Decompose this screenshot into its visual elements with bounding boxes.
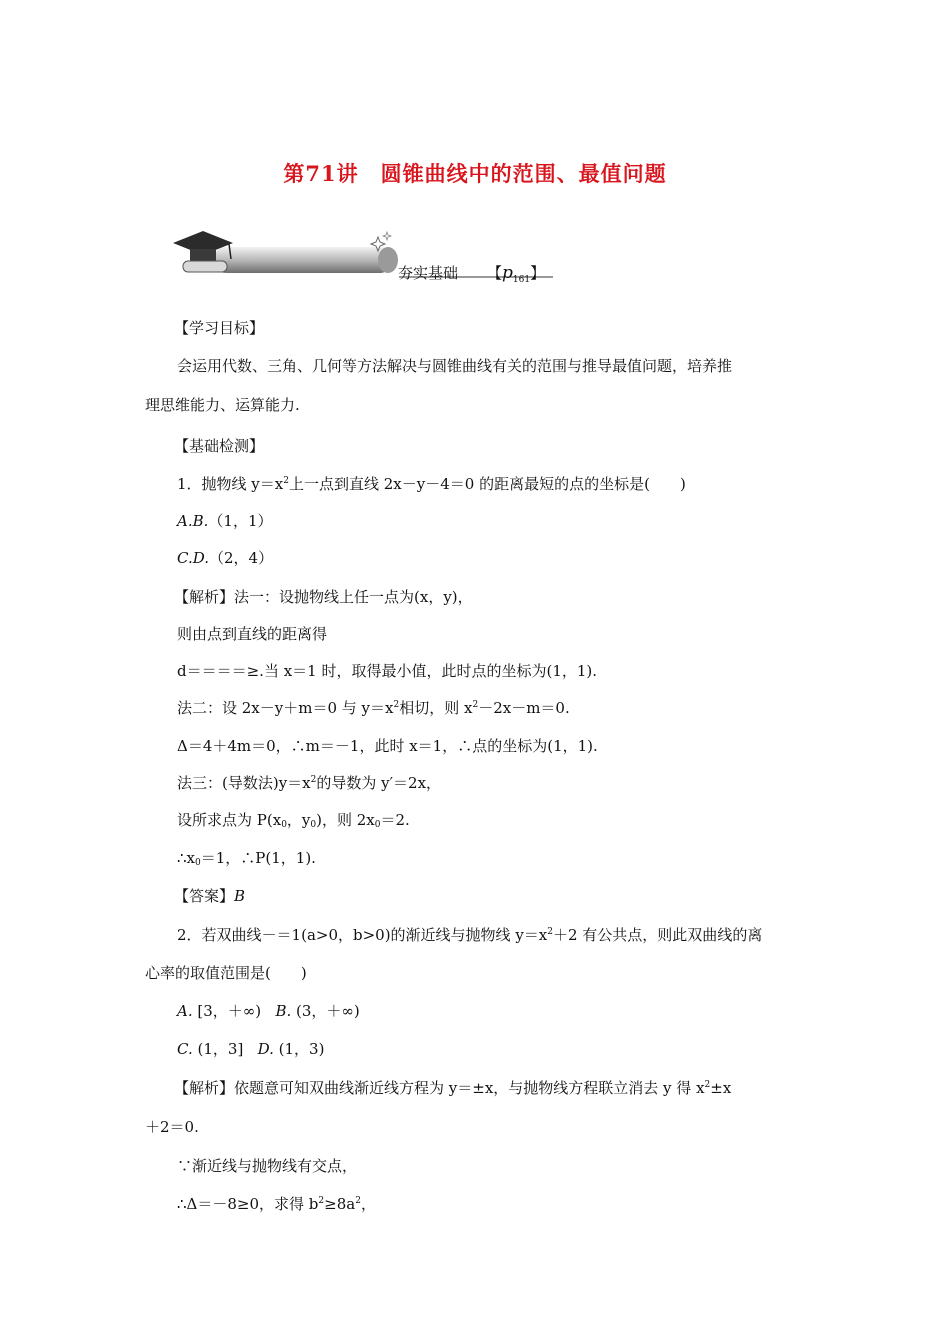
- q2-stem-2: 心率的取值范围是( ): [145, 964, 307, 982]
- q1-options-cd: C.D.（2，4）: [177, 549, 274, 567]
- q1-analysis-1: 【解析】法一：设抛物线上任一点为(x，y)，: [174, 588, 473, 606]
- q1-analysis-4: 法二：设 2x－y＋m＝0 与 $y=x^2$相切，则 $x^2-2x-m=0$.: [177, 699, 570, 717]
- q1-analysis-7: 设所求点为 $P(x_0$，$y_0$)，则 $2x_0=2$.: [177, 811, 410, 830]
- basic-heading: 【基础检测】: [174, 437, 265, 455]
- q1-analysis-6: 法三：(导数法)$y=x^2$的导数为 y′＝2x，: [177, 774, 442, 792]
- q1-analysis-3: d＝＝＝＝≥.当 x＝1 时，取得最小值，此时点的坐标为(1，1).: [177, 662, 598, 680]
- q2-stem-1: 2．若双曲线－＝1(a>0，b>0)的渐近线与抛物线 $y=x^2+2$ 有公共点，则此双曲线的离: [177, 926, 763, 944]
- objective-text-1: 会运用代数、三角、几何等方法解决与圆锥曲线有关的范围与推导最值问题，培养推: [177, 357, 733, 375]
- q2-analysis-3: ∵渐近线与抛物线有交点，: [177, 1157, 358, 1175]
- page-title: 第71讲 圆锥曲线中的范围、最值问题: [283, 161, 667, 186]
- q1-analysis-2: 则由点到直线的距离得: [177, 625, 328, 643]
- q2-options-ab: A. [3，＋∞) B. (3，＋∞): [177, 1002, 360, 1020]
- q1-analysis-8: $\therefore x_0=1$，∴P(1，1).: [177, 849, 316, 868]
- objective-text-2: 理思维能力、运算能力.: [145, 396, 300, 414]
- q2-options-cd: C. (1，3] D. (1，3): [177, 1040, 325, 1058]
- q1-stem: 1．抛物线 $y=x^2$上一点到直线 2x－y－4＝0 的距离最短的点的坐标是( ): [177, 475, 686, 493]
- q1-options-ab: A.B.（1，1）: [177, 512, 273, 530]
- q1-answer: 【答案】B: [174, 887, 246, 905]
- q2-analysis-2: ＋2＝0.: [145, 1118, 199, 1136]
- q2-analysis-1: 【解析】依题意可知双曲线渐近线方程为 y＝±x，与抛物线方程联立消去 y 得 $x^2\pm x$: [174, 1079, 732, 1097]
- q1-analysis-5: Δ＝4＋4m＝0，∴m＝－1，此时 x＝1，∴点的坐标为(1，1).: [177, 737, 598, 755]
- q2-analysis-4: ∴Δ＝－8≥0，求得 $b^2\ge 8a^2$，: [177, 1195, 376, 1213]
- page-reference: 【$p_{161}$】: [487, 263, 546, 285]
- objective-heading: 【学习目标】: [174, 319, 265, 337]
- section-banner-label: 夯实基础: [398, 264, 459, 282]
